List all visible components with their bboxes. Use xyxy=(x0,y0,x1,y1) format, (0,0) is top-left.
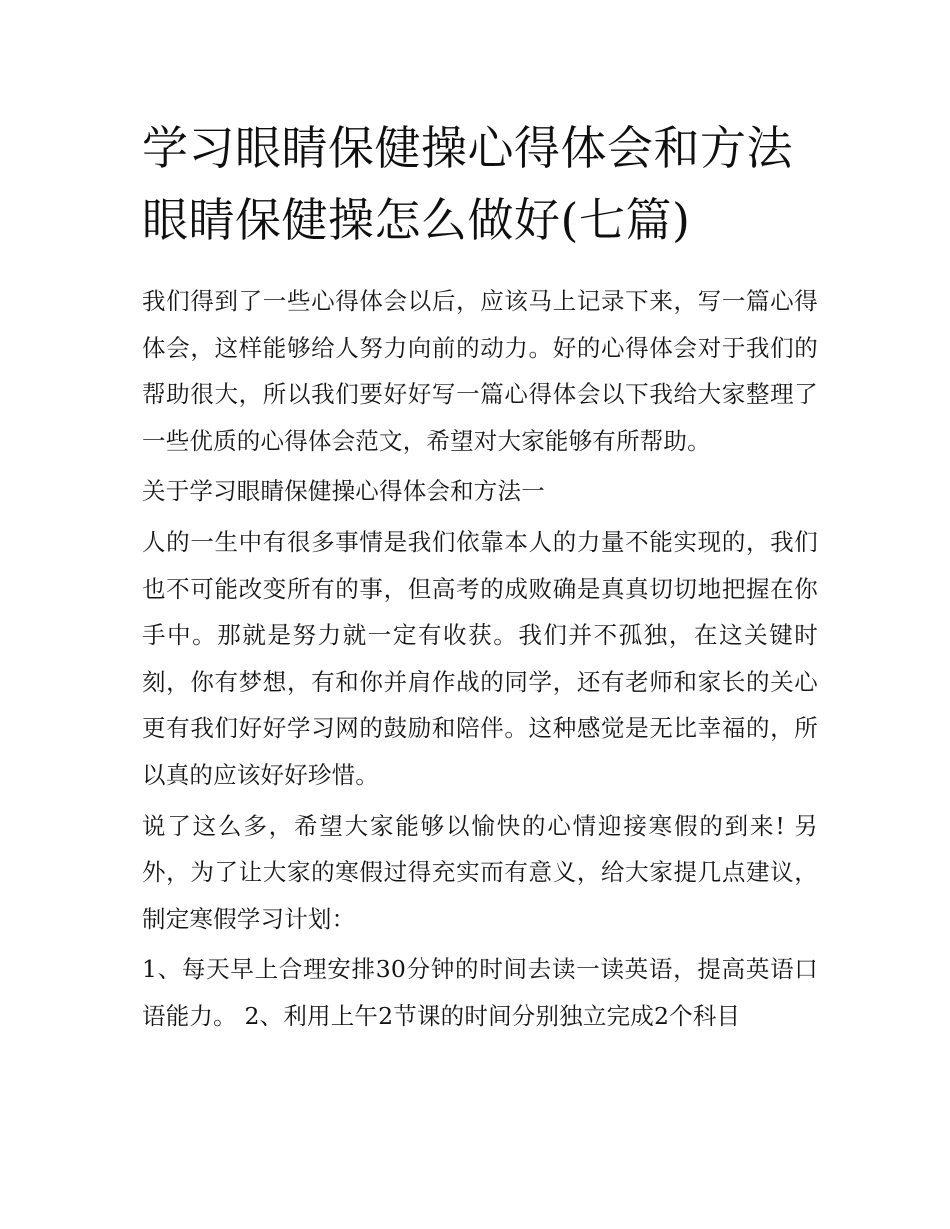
body-paragraph: 人的一生中有很多事情是我们依靠本人的力量不能实现的，我们也不可能改变所有的事，但高考的成败确是真真切切地把握在你手中。那就是努力就一定有收获。我们并不孤独，在这关键时刻，你有梦想，有和你并肩作战的同学，还有老师和家长的关心更有我们好好学习网的鼓励和陪伴。这种感觉是无比幸福的，所以真的应该好好珍惜。 xyxy=(142,527,818,789)
section-heading: 关于学习眼睛保健操心得体会和方法一 xyxy=(142,477,545,506)
body-paragraph: 说了这么多，希望大家能够以愉快的心情迎接寒假的到来! 另外，为了让大家的寒假过得充实而有意义，给大家提几点建议，制定寒假学习计划： xyxy=(142,811,818,933)
document-title: 学习眼睛保健操心得体会和方法 眼睛保健操怎么做好(七篇) xyxy=(142,121,793,247)
document-body xyxy=(142,278,818,1044)
intro-paragraph: 我们得到了一些心得体会以后，应该马上记录下来，写一篇心得体会，这样能够给人努力向前的动力。好的心得体会对于我们的帮助很大，所以我们要好好写一篇心得体会以下我给大家整理了一些优质的心得体会范文，希望对大家能够有所帮助。 xyxy=(142,287,818,455)
numbered-list-paragraph: 1、每天早上合理安排30分钟的时间去读一读英语，提高英语口语能力。 2、利用上午2节课的时间分别独立完成2个科目 xyxy=(142,955,818,1030)
